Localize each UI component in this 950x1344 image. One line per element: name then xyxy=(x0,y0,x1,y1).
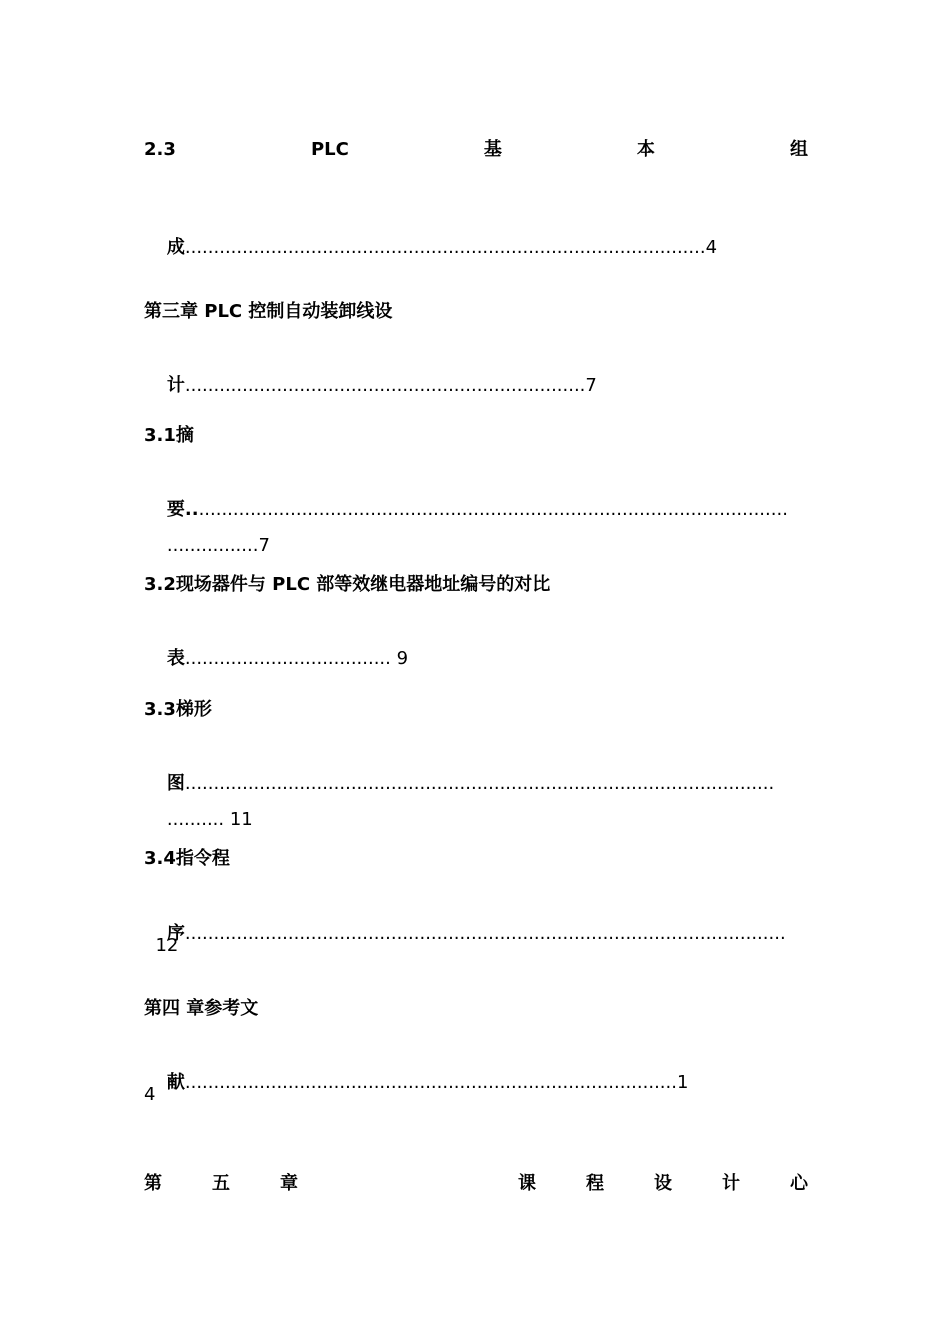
toc-entry-2-3-part-1: 2.3 xyxy=(144,139,176,160)
toc-entry-3-3-page: 11 xyxy=(229,809,253,830)
toc-chapter-5-part-6: 设 xyxy=(654,1173,672,1194)
toc-entry-3-3-leader-cont: .......... xyxy=(166,809,230,830)
toc-chapter-3-page: 7 xyxy=(585,375,597,396)
toc-chapter-4-title: 第四 章参考文 xyxy=(144,998,259,1019)
toc-entry-2-3-tail: 成 xyxy=(166,237,185,258)
toc-chapter-5-part-3: 章 xyxy=(280,1173,298,1194)
toc-entry-2-3-part-2: PLC xyxy=(310,139,349,160)
toc-entry-2-3-part-3: 基 xyxy=(483,139,502,160)
toc-chapter-3-tail: 计 xyxy=(166,375,185,396)
toc-chapter-5-gap xyxy=(348,1172,468,1196)
toc-entry-3-4-tail: 序 xyxy=(166,923,185,944)
toc-chapter-5-part-4: 课 xyxy=(518,1173,536,1194)
toc-entry-3-1-line xyxy=(144,474,788,520)
toc-entry-3-1-title: 3.1摘 xyxy=(144,425,194,446)
toc-chapter-4-page-first: 1 xyxy=(676,1072,689,1093)
toc-entry-3-1-leader: ....................................................................................................... xyxy=(198,499,788,520)
toc-chapter-5-part-1: 第 xyxy=(144,1173,162,1194)
toc-chapter-3-title: 第三章 PLC 控制自动装卸线设 xyxy=(144,301,393,322)
toc-entry-3-3-title: 3.3梯形 xyxy=(144,699,212,720)
toc-entry-3-2-line xyxy=(144,623,409,669)
toc-chapter-5-title xyxy=(144,1172,808,1196)
toc-chapter-5-part-2: 五 xyxy=(212,1173,230,1194)
toc-entry-3-4-title: 3.4指令程 xyxy=(144,848,230,869)
toc-entry-3-4-page: 12 xyxy=(144,935,179,956)
toc-entry-3-2-tail: 表 xyxy=(166,648,185,669)
toc-entry-3-4-leader: ......................................................................................................... xyxy=(184,923,786,944)
toc-entry-3-1-leader-cont: ................ xyxy=(166,535,259,556)
toc-chapter-3-line xyxy=(144,350,597,396)
toc-entry-3-3-leader: ....................................................................................................... xyxy=(184,773,775,794)
toc-chapter-4-line xyxy=(144,1047,689,1093)
toc-entry-3-3-tail: 图 xyxy=(166,773,185,794)
toc-chapter-4-leader: ...................................................................................... xyxy=(184,1072,677,1093)
toc-chapter-4-page-cont: 4 xyxy=(144,1084,156,1105)
toc-chapter-3-leader: ...................................................................... xyxy=(184,375,586,396)
toc-chapter-4-tail: 献 xyxy=(166,1072,185,1093)
toc-entry-3-2-page: 9 xyxy=(396,648,409,669)
toc-entry-2-3-line xyxy=(144,212,718,258)
toc-entry-3-3-line xyxy=(144,748,775,794)
toc-entry-3-1-tail: 要.. xyxy=(166,499,199,520)
toc-chapter-5-part-7: 计 xyxy=(722,1173,740,1194)
toc-entry-3-2-title: 3.2现场器件与 PLC 部等效继电器地址编号的对比 xyxy=(144,574,551,595)
toc-entry-3-2-leader: .................................... xyxy=(184,648,397,669)
toc-chapter-5-part-8: 心 xyxy=(790,1173,808,1194)
toc-chapter-5-part-5: 程 xyxy=(586,1173,604,1194)
toc-entry-3-1-cont xyxy=(144,510,270,556)
toc-entry-2-3-part-4: 本 xyxy=(636,139,655,160)
toc-entry-3-1-page: 7 xyxy=(258,535,270,556)
toc-entry-2-3-title xyxy=(144,138,808,162)
toc-entry-3-3-cont xyxy=(144,784,253,830)
toc-entry-2-3-page: 4 xyxy=(705,237,718,258)
toc-entry-3-4-line xyxy=(144,898,786,944)
toc-entry-2-3-leader: ........................................................................................... xyxy=(184,237,706,258)
toc-entry-2-3-part-5: 组 xyxy=(789,139,808,160)
